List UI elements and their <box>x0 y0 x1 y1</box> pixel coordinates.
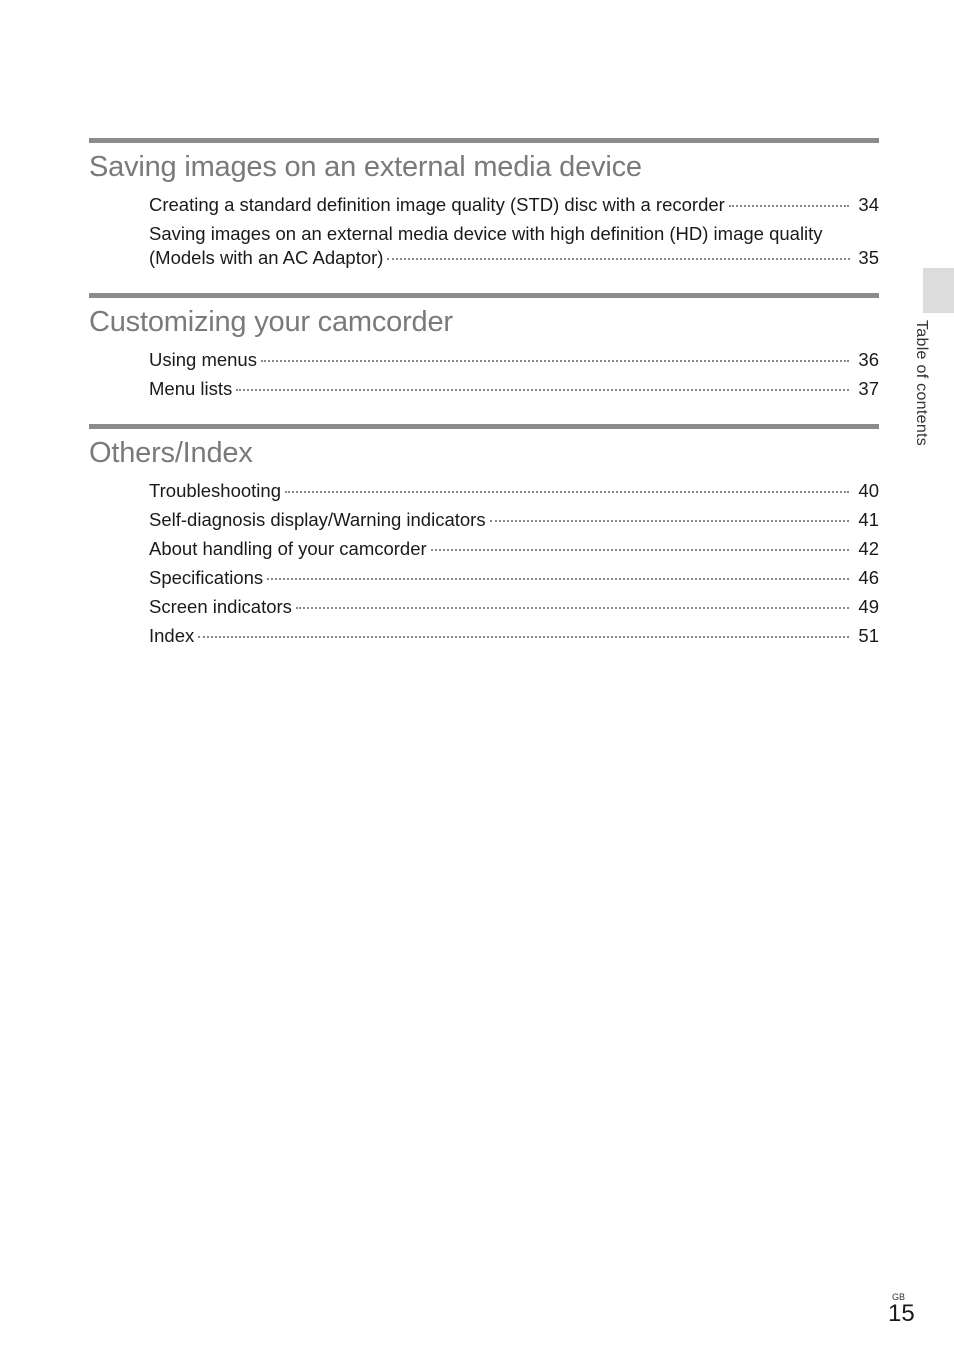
toc-section-others-index <box>89 424 879 653</box>
toc-entry[interactable] <box>149 193 879 217</box>
dot-leader <box>267 578 849 580</box>
dot-leader <box>729 205 849 207</box>
toc-entry[interactable] <box>149 624 879 648</box>
toc-entry[interactable] <box>149 377 879 401</box>
toc-entry-label: About handling of your camcorder <box>149 538 427 559</box>
toc-entry-label: Specifications <box>149 567 264 588</box>
toc-entry-label: Index <box>149 625 195 646</box>
page-number-value: 15 <box>888 1300 915 1327</box>
toc-entry-label: Self-diagnosis display/Warning indicators <box>149 509 486 530</box>
toc-entries <box>149 348 879 401</box>
toc-entry[interactable] <box>149 479 879 503</box>
dot-leader <box>296 607 849 609</box>
dot-leader <box>236 389 849 391</box>
toc-entry-label: (Models with an AC Adaptor) <box>149 247 384 268</box>
toc-entry-page: 34 <box>858 194 879 215</box>
dot-leader <box>198 636 849 638</box>
toc-entry-page: 37 <box>858 378 879 399</box>
toc-entry-label: Using menus <box>149 349 257 370</box>
toc-entry-page: 49 <box>858 596 879 617</box>
dot-leader <box>431 549 849 551</box>
section-rule <box>89 424 879 429</box>
toc-entry-page: 36 <box>858 349 879 370</box>
page-number <box>888 1292 914 1326</box>
region-code: GB <box>892 1292 906 1302</box>
toc-entries <box>149 479 879 648</box>
toc-entry-page: 51 <box>858 625 879 646</box>
toc-entries <box>149 193 879 270</box>
section-title: Saving images on an external media device <box>89 151 642 183</box>
toc-entry-page: 41 <box>858 509 879 530</box>
section-rule <box>89 138 879 143</box>
section-title: Others/Index <box>89 437 253 469</box>
toc-entry-label: Creating a standard definition image quality (STD) disc with a recorder <box>149 194 725 215</box>
toc-entry-label: Screen indicators <box>149 596 292 617</box>
toc-entry-page: 40 <box>858 480 879 501</box>
toc-entry[interactable] <box>149 537 879 561</box>
side-tab-marker <box>923 268 954 313</box>
toc-entry-label: Troubleshooting <box>149 480 281 501</box>
toc-entry-page: 35 <box>858 247 879 268</box>
toc-entry-page: 42 <box>858 538 879 559</box>
section-rule <box>89 293 879 298</box>
toc-section-external-media <box>89 138 879 275</box>
toc-entry[interactable] <box>149 508 879 532</box>
section-title: Customizing your camcorder <box>89 306 453 338</box>
toc-entry-page: 46 <box>858 567 879 588</box>
toc-entry[interactable] <box>149 348 879 372</box>
toc-entry[interactable] <box>149 566 879 590</box>
dot-leader <box>261 360 849 362</box>
toc-entry[interactable] <box>149 222 879 270</box>
dot-leader <box>387 258 850 260</box>
toc-section-customizing <box>89 293 879 406</box>
toc-entry-label: Menu lists <box>149 378 233 399</box>
toc-entry-label-line1: Saving images on an external media device with high definition (HD) image quality <box>149 223 823 244</box>
side-section-label: Table of contents <box>913 320 930 447</box>
dot-leader <box>285 491 849 493</box>
toc-entry[interactable] <box>149 595 879 619</box>
dot-leader <box>490 520 849 522</box>
